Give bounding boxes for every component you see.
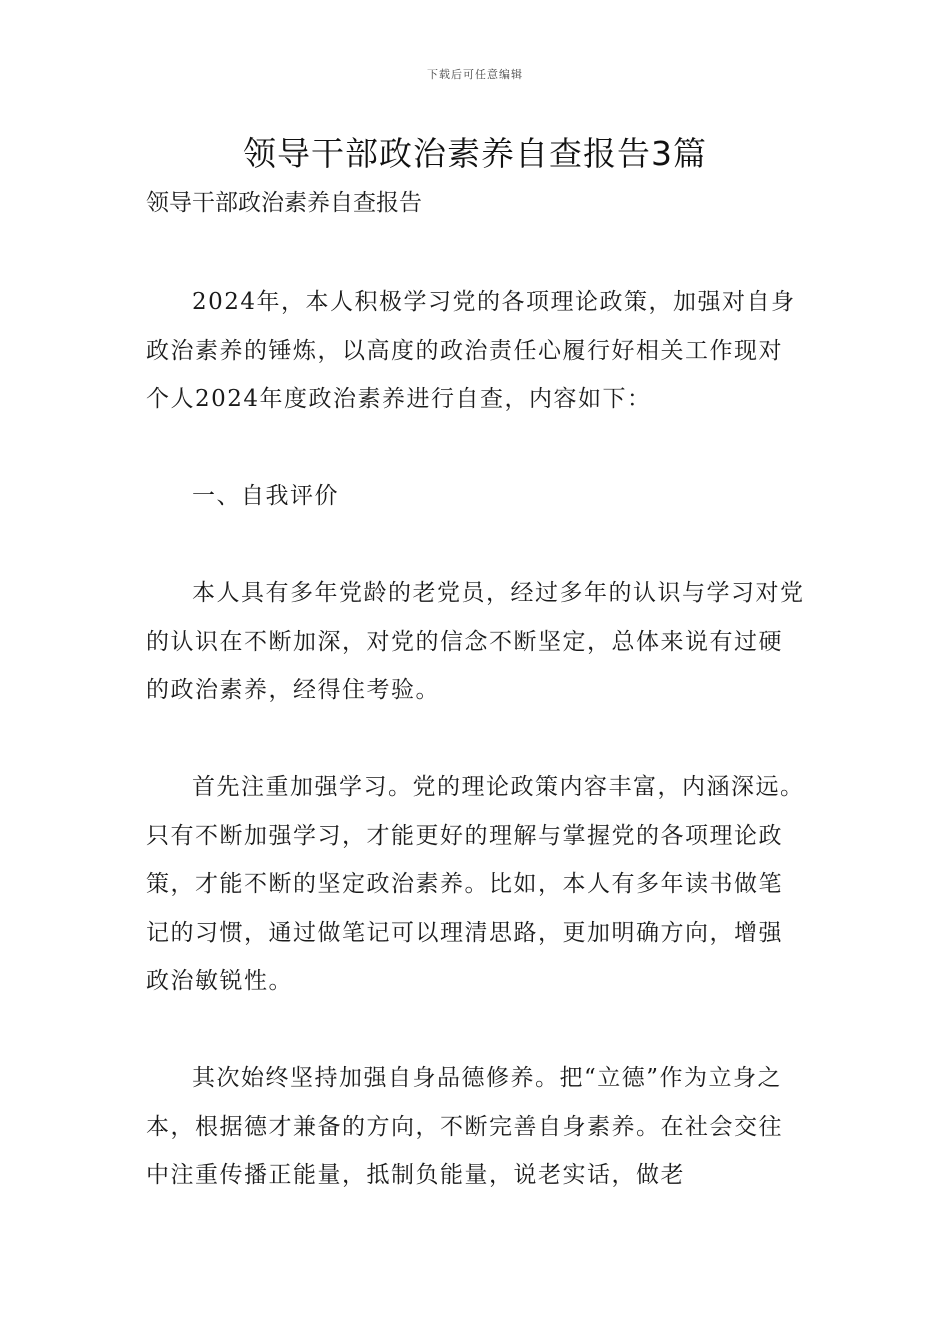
- paragraph-intro: 2024年，本人积极学习党的各项理论政策，加强对自身政治素养的锤炼，以高度的政治责任心履行好相关工作现对个人2024年度政治素养进行自查，内容如下：: [146, 289, 796, 412]
- header-note: 下载后可任意编辑: [427, 68, 523, 81]
- document-subtitle: 领导干部政治素养自查报告: [146, 190, 422, 216]
- paragraph-study: 首先注重加强学习。党的理论政策内容丰富，内涵深远。只有不断加强学习，才能更好的理解与掌握党的各项理论政策，才能不断的坚定政治素养。比如，本人有多年读书做笔记的习惯，通过做笔记可以理清思路，更加明确方向，增强政治敏锐性。: [146, 774, 805, 994]
- section-heading-self-evaluation: 一、自我评价: [192, 483, 339, 509]
- paragraph-morality: 其次始终坚持加强自身品德修养。把“立德”作为立身之本，根据德才兼备的方向，不断完善自身素养。在社会交往中注重传播正能量，抵制负能量，说老实话，做老: [146, 1065, 783, 1188]
- document-body: [146, 278, 806, 1248]
- document-title: 领导干部政治素养自查报告3篇: [243, 134, 707, 173]
- paragraph-self-assessment: 本人具有多年党龄的老党员，经过多年的认识与学习对党的认识在不断加深，对党的信念不断坚定，总体来说有过硬的政治素养，经得住考验。: [146, 580, 805, 703]
